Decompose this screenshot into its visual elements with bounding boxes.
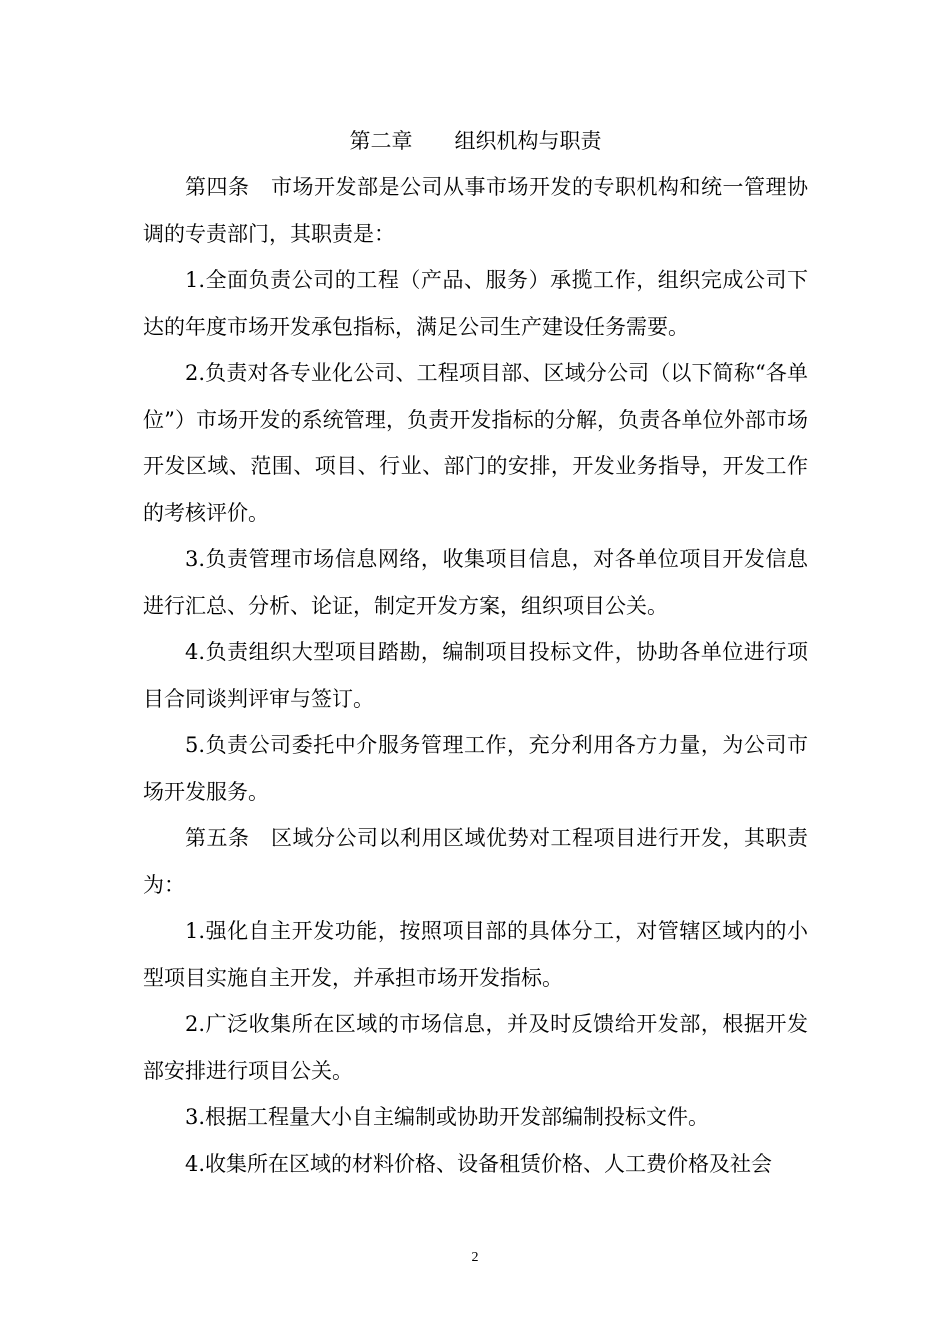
article-4-item-3: 3.负责管理市场信息网络，收集项目信息，对各单位项目开发信息进行汇总、分析、论证，制定开发方案，组织项目公关。 bbox=[143, 547, 808, 618]
article-4-intro: 第四条 市场开发部是公司从事市场开发的专职机构和统一管理协调的专责部门，其职责是： bbox=[143, 175, 808, 246]
article-4-item-2: 2.负责对各专业化公司、工程项目部、区域分公司（以下简称“各单位”）市场开发的系统管理，负责开发指标的分解，负责各单位外部市场开发区域、范围、项目、行业、部门的安排，开发业务指导，开发工作的考核评价。 bbox=[143, 361, 808, 525]
article-4-item-4: 4.负责组织大型项目踏勘，编制项目投标文件，协助各单位进行项目合同谈判评审与签订。 bbox=[143, 640, 808, 711]
document-body bbox=[143, 118, 808, 1187]
article-4-item-5: 5.负责公司委托中介服务管理工作，充分利用各方力量，为公司市场开发服务。 bbox=[143, 733, 808, 804]
article-5-item-2: 2.广泛收集所在区域的市场信息，并及时反馈给开发部，根据开发部安排进行项目公关。 bbox=[143, 1012, 808, 1083]
article-5-item-4: 4.收集所在区域的材料价格、设备租赁价格、人工费价格及社会 bbox=[185, 1151, 773, 1176]
article-5-intro: 第五条 区域分公司以利用区域优势对工程项目进行开发，其职责为： bbox=[143, 826, 808, 897]
chapter-title: 第二章 组织机构与职责 bbox=[349, 129, 602, 153]
page-number: 2 bbox=[471, 1250, 479, 1265]
article-5-item-3: 3.根据工程量大小自主编制或协助开发部编制投标文件。 bbox=[185, 1105, 710, 1129]
article-4-item-1: 1.全面负责公司的工程（产品、服务）承揽工作，组织完成公司下达的年度市场开发承包指标，满足公司生产建设任务需要。 bbox=[143, 268, 808, 339]
article-5-item-1: 1.强化自主开发功能，按照项目部的具体分工，对管辖区域内的小型项目实施自主开发，并承担市场开发指标。 bbox=[143, 919, 808, 990]
